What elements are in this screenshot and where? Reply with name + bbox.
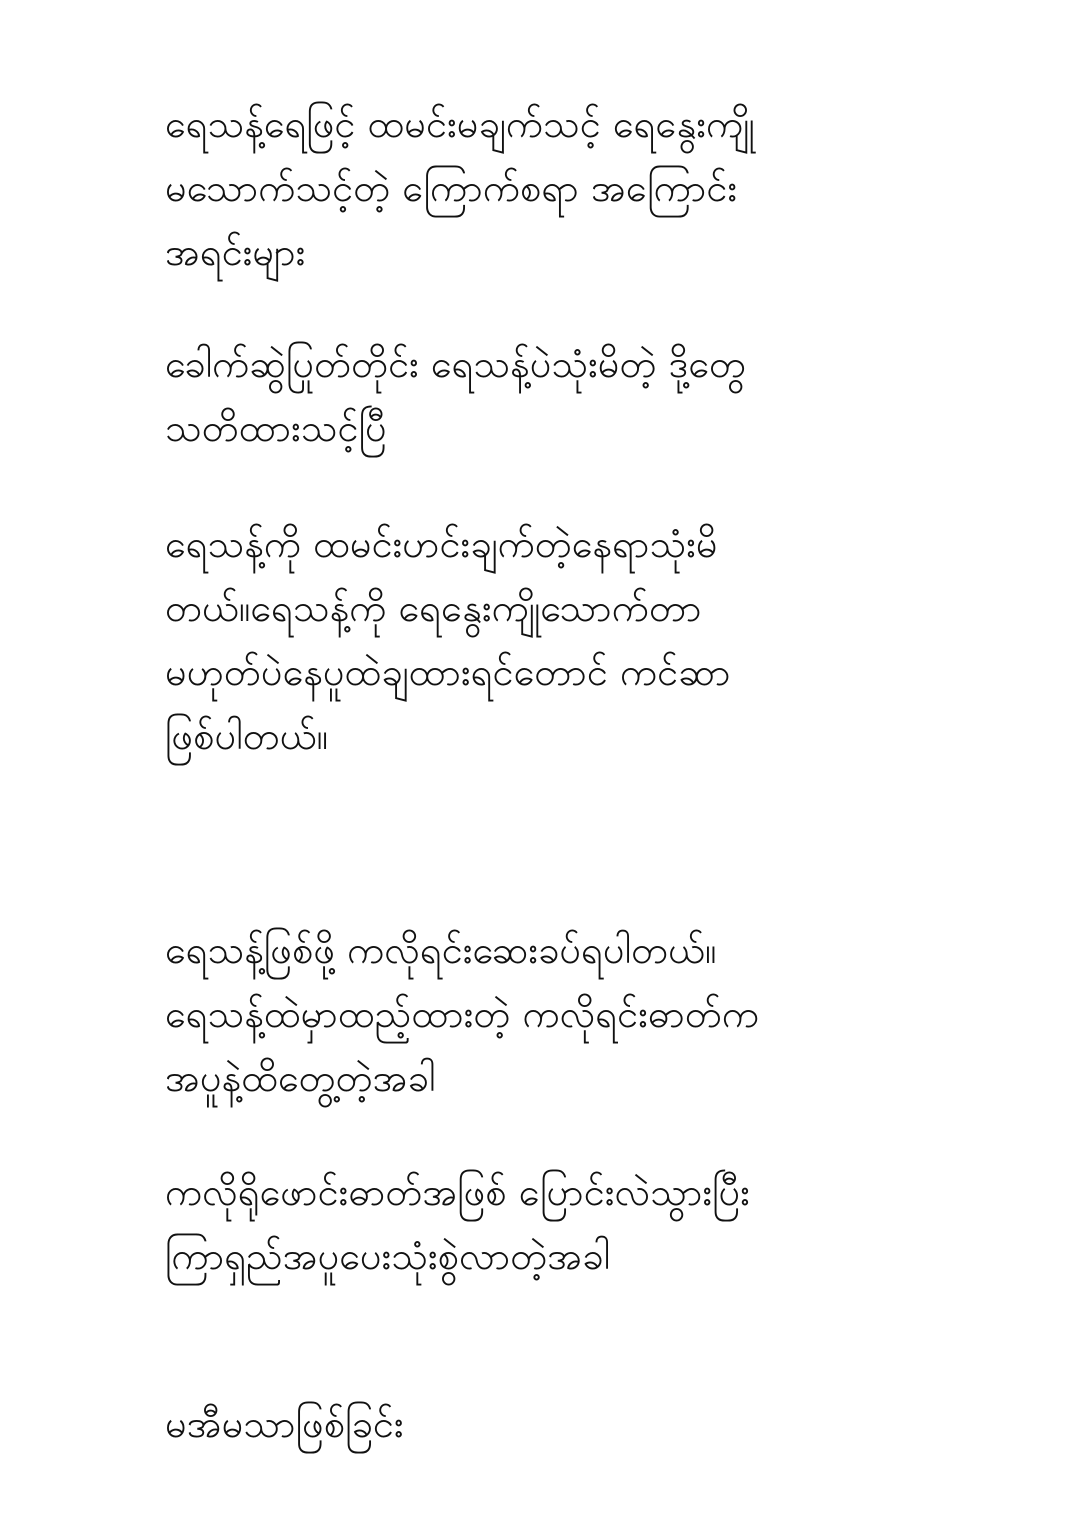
text-line: အရင်းများ	[165, 230, 306, 274]
text-line: အပူနဲ့ထိတွေ့တဲ့အခါ	[165, 1056, 436, 1100]
paragraph	[165, 1392, 925, 1456]
paragraph-title	[165, 92, 925, 284]
paragraph	[165, 512, 925, 768]
text-line: တယ်။ရေသန့်ကို ရေနွေးကျိုသောက်တာ	[165, 586, 702, 630]
text-line: ခေါက်ဆွဲပြုတ်တိုင်း ရေသန့်ပဲသုံးမိတဲ့ ဒို့တွေ	[165, 342, 747, 386]
text-line: သတိထားသင့်ပြီ	[165, 406, 387, 450]
text-line: မအီမသာဖြစ်ခြင်း	[165, 1402, 404, 1446]
paragraph	[165, 332, 925, 460]
text-line: မဟုတ်ပဲနေပူထဲချထားရင်တောင် ကင်ဆာ	[165, 650, 731, 694]
text-line: ဖြစ်ပါတယ်။	[165, 714, 329, 758]
text-line: ကြာရှည်အပူပေးသုံးစွဲလာတဲ့အခါ	[165, 1234, 611, 1278]
text-line: ရေသန့်ဖြစ်ဖို့ ကလိုရင်းဆေးခပ်ရပါတယ်။	[165, 928, 717, 972]
paragraph	[165, 1160, 925, 1288]
text-line: ရေသန့်ထဲမှာထည့်ထားတဲ့ ကလိုရင်းဓာတ်က	[165, 992, 760, 1036]
text-line: ကလိုရိုဖောင်းဓာတ်အဖြစ် ပြောင်းလဲသွားပြီး	[165, 1170, 750, 1214]
text-line: ရေသန့်ရေဖြင့် ထမင်းမချက်သင့် ရေနွေးကျို	[165, 102, 755, 146]
paragraph	[165, 918, 925, 1110]
text-line: ရေသန့်ကို ထမင်းဟင်းချက်တဲ့နေရာသုံးမိ	[165, 522, 718, 566]
text-line: မသောက်သင့်တဲ့ ကြောက်စရာ အကြောင်း	[165, 166, 738, 210]
